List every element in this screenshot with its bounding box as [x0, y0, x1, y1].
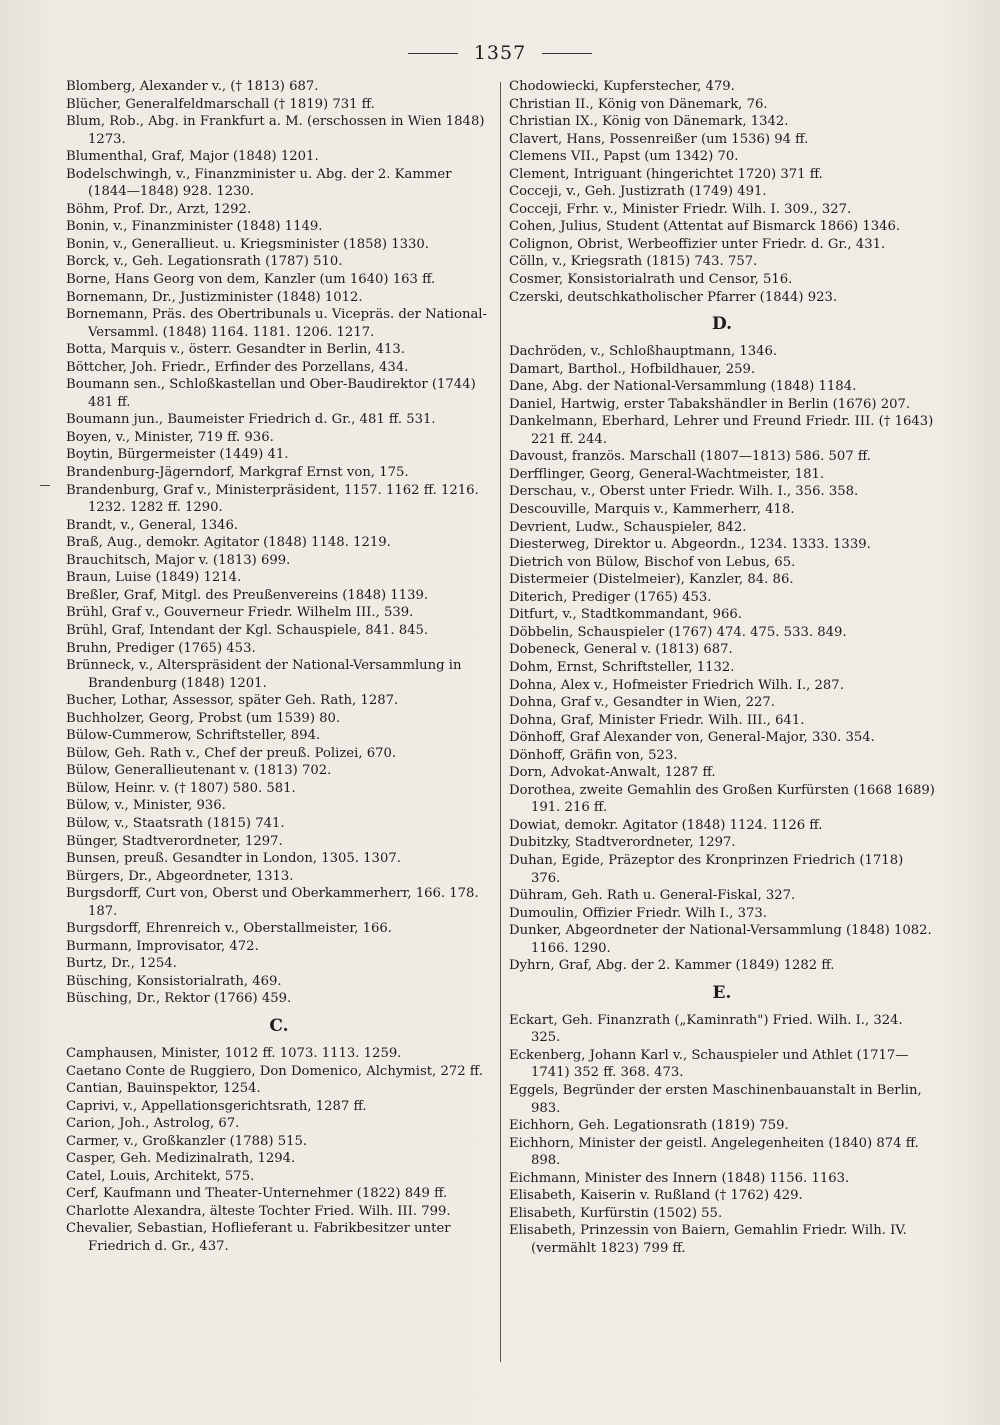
index-entry: Cosmer, Konsistorialrath und Censor, 516. — [509, 272, 793, 288]
index-entry: Cocceji, v., Geh. Justizrath (1749) 491. — [509, 184, 767, 200]
index-entry: Bürgers, Dr., Abgeordneter, 1313. — [66, 868, 294, 884]
index-entry: Bunsen, preuß. Gesandter in London, 1305. 1307. — [66, 851, 401, 867]
index-entry: Dobeneck, General v. (1813) 687. — [509, 642, 733, 658]
index-entry: Clavert, Hans, Possenreißer (um 1536) 94 ff. — [509, 131, 809, 147]
index-entry: Dohna, Graf, Minister Friedr. Wilh. III., 641. — [509, 712, 805, 728]
index-entry: Burgsdorff, Ehrenreich v., Oberstallmeister, 166. — [66, 921, 392, 937]
index-entry: Dorothea, zweite Gemahlin des Großen Kurfürsten (1668 1689) 191. 216 ff. — [509, 782, 935, 816]
index-entry: Dane, Abg. der National-Versammlung (1848) 1184. — [509, 379, 857, 395]
index-entry: Dumoulin, Offizier Friedr. Wilh I., 373. — [509, 905, 767, 921]
entries-c-right — [509, 78, 935, 306]
index-entry: Bruhn, Prediger (1765) 453. — [66, 640, 256, 656]
index-entry: Devrient, Ludw., Schauspieler, 842. — [509, 519, 747, 535]
right-column — [509, 78, 935, 1257]
index-entry: Bülow, v., Staatsrath (1815) 741. — [66, 815, 285, 831]
index-entry: Caprivi, v., Appellationsgerichtsrath, 1287 ff. — [66, 1098, 367, 1114]
index-entry: Brauchitsch, Major v. (1813) 699. — [66, 552, 291, 568]
index-entry: Brühl, Graf v., Gouverneur Friedr. Wilhelm III., 539. — [66, 605, 414, 621]
index-entry: Büsching, Konsistorialrath, 469. — [66, 973, 282, 989]
index-entry: Dohm, Ernst, Schriftsteller, 1132. — [509, 659, 735, 675]
index-entry: Elisabeth, Prinzessin von Baiern, Gemahlin Friedr. Wilh. IV. (vermählt 1823) 799 ff. — [509, 1223, 907, 1256]
index-entry: Derfflinger, Georg, General-Wachtmeister, 181. — [509, 466, 825, 482]
index-entry: Bülow-Cummerow, Schriftsteller, 894. — [66, 728, 321, 744]
index-entry: Bülow, Heinr. v. († 1807) 580. 581. — [66, 780, 296, 796]
index-entry: Brandt, v., General, 1346. — [66, 517, 239, 533]
index-entry: Burgsdorff, Curt von, Oberst und Oberkammerherr, 166. 178. 187. — [66, 886, 479, 919]
index-entry: Caetano Conte de Ruggiero, Don Domenico, Alchymist, 272 ff. — [66, 1063, 483, 1079]
index-entry: Bülow, Generallieutenant v. (1813) 702. — [66, 763, 332, 779]
index-entry: Döbbelin, Schauspieler (1767) 474. 475. 533. 849. — [509, 624, 847, 640]
index-entry: Boyen, v., Minister, 719 ff. 936. — [66, 429, 274, 445]
index-entry: Bünger, Stadtverordneter, 1297. — [66, 833, 283, 849]
index-entry: Eichhorn, Minister der geistl. Angelegenheiten (1840) 874 ff. 898. — [509, 1135, 919, 1169]
page-header — [0, 42, 1000, 64]
index-entry: Bodelschwingh, v., Finanzminister u. Abg. der 2. Kammer (1844—1848) 928. 1230. — [66, 166, 452, 200]
index-entry: Bülow, Geh. Rath v., Chef der preuß. Polizei, 670. — [66, 745, 397, 761]
index-entry: Damart, Barthol., Hofbildhauer, 259. — [509, 361, 756, 377]
index-entry: Camphausen, Minister, 1012 ff. 1073. 1113. 1259. — [66, 1045, 402, 1061]
column-divider — [500, 82, 501, 1362]
index-entry: Buchholzer, Georg, Probst (um 1539) 80. — [66, 710, 341, 726]
index-entry: Eichmann, Minister des Innern (1848) 1156. 1163. — [509, 1170, 850, 1186]
index-entry: Brühl, Graf, Intendant der Kgl. Schauspiele, 841. 845. — [66, 622, 429, 638]
index-entry: Christian II., König von Dänemark, 76. — [509, 96, 768, 112]
entries-e — [509, 1012, 935, 1258]
entries-b — [66, 78, 492, 1008]
index-entry: Dönhoff, Gräfin von, 523. — [509, 747, 678, 763]
index-entry: Dyhrn, Graf, Abg. der 2. Kammer (1849) 1282 ff. — [509, 958, 835, 974]
index-entry: Davoust, französ. Marschall (1807—1813) 586. 507 ff. — [509, 449, 871, 465]
index-entry: Duhan, Egide, Präzeptor des Kronprinzen Friedrich (1718) 376. — [509, 852, 904, 886]
index-entry: Casper, Geh. Medizinalrath, 1294. — [66, 1151, 296, 1167]
index-entry: Chodowiecki, Kupferstecher, 479. — [509, 79, 735, 94]
index-entry: Ditfurt, v., Stadtkommandant, 966. — [509, 607, 742, 623]
index-entry: Eichhorn, Geh. Legationsrath (1819) 759. — [509, 1118, 789, 1134]
index-entry: Boumann jun., Baumeister Friedrich d. Gr., 481 ff. 531. — [66, 412, 436, 428]
index-entry: Dühram, Geh. Rath u. General-Fiskal, 327. — [509, 888, 796, 904]
index-entry: Eckart, Geh. Finanzrath („Kaminrath") Fried. Wilh. I., 324. 325. — [509, 1012, 903, 1046]
index-entry: Czerski, deutschkatholischer Pfarrer (1844) 923. — [509, 289, 838, 305]
index-entry: Eckenberg, Johann Karl v., Schauspieler und Athlet (1717—1741) 352 ff. 368. 473. — [509, 1047, 909, 1081]
index-entry: Blomberg, Alexander v., († 1813) 687. — [66, 79, 319, 94]
index-entry: Boumann sen., Schloßkastellan und Ober-Baudirektor (1744) 481 ff. — [66, 377, 476, 410]
index-entry: Catel, Louis, Architekt, 575. — [66, 1168, 255, 1184]
index-entry: Blum, Rob., Abg. in Frankfurt a. M. (erschossen in Wien 1848) 1273. — [66, 114, 485, 147]
index-entry: Brandenburg-Jägerndorf, Markgraf Ernst von, 175. — [66, 465, 409, 481]
index-entry: Dorn, Advokat-Anwalt, 1287 ff. — [509, 765, 716, 781]
index-entry: Dachröden, v., Schloßhauptmann, 1346. — [509, 344, 778, 360]
index-entry: Böttcher, Joh. Friedr., Erfinder des Porzellans, 434. — [66, 359, 409, 375]
index-entry: Dubitzky, Stadtverordneter, 1297. — [509, 835, 736, 851]
index-entry: Christian IX., König von Dänemark, 1342. — [509, 114, 789, 130]
index-entry: Bornemann, Präs. des Obertribunals u. Vicepräs. der National-Versamml. (1848) 1164. 1181. 1206. 1217. — [66, 307, 487, 340]
index-entry: Dohna, Alex v., Hofmeister Friedrich Wilh. I., 287. — [509, 677, 844, 693]
index-entry: Cantian, Bauinspektor, 1254. — [66, 1081, 261, 1097]
index-entry: Cocceji, Frhr. v., Minister Friedr. Wilh. I. 309., 327. — [509, 201, 852, 217]
index-entry: Braß, Aug., demokr. Agitator (1848) 1148. 1219. — [66, 535, 391, 551]
index-entry: Diesterweg, Direktor u. Abgeordn., 1234. 1333. 1339. — [509, 537, 871, 553]
index-entry: Brandenburg, Graf v., Ministerpräsident, 1157. 1162 ff. 1216. 1232. 1282 ff. 1290. — [66, 482, 479, 516]
index-entry: Boytin, Bürgermeister (1449) 41. — [66, 447, 289, 463]
index-entry: Böhm, Prof. Dr., Arzt, 1292. — [66, 201, 252, 217]
index-entry: Dohna, Graf v., Gesandter in Wien, 227. — [509, 695, 775, 711]
index-entry: Dönhoff, Graf Alexander von, General-Major, 330. 354. — [509, 730, 875, 746]
index-entry: Blumenthal, Graf, Major (1848) 1201. — [66, 149, 319, 165]
entries-d — [509, 343, 935, 975]
index-entry: Descouville, Marquis v., Kammerherr, 418. — [509, 502, 795, 518]
index-entry: Clement, Intriguant (hingerichtet 1720) 371 ff. — [509, 166, 823, 182]
entries-c-left — [66, 1045, 492, 1256]
index-entry: Brünneck, v., Alterspräsident der National-Versammlung in Brandenburg (1848) 1201. — [66, 658, 462, 691]
section-letter-e: E. — [712, 982, 732, 1003]
index-entry: Botta, Marquis v., österr. Gesandter in Berlin, 413. — [66, 342, 405, 358]
index-entry: Carmer, v., Großkanzler (1788) 515. — [66, 1133, 308, 1149]
section-letter-d: D. — [711, 314, 733, 335]
index-entry: Bucher, Lothar, Assessor, später Geh. Rath, 1287. — [66, 693, 399, 709]
page-number: 1357 — [473, 42, 527, 64]
index-entry: Elisabeth, Kaiserin v. Rußland († 1762) 429. — [509, 1188, 803, 1204]
index-entry: Cerf, Kaufmann und Theater-Unternehmer (1822) 849 ff. — [66, 1186, 448, 1202]
index-entry: Büsching, Dr., Rektor (1766) 459. — [66, 991, 292, 1007]
header-rule-left — [408, 53, 458, 54]
index-entry: Dietrich von Bülow, Bischof von Lebus, 65. — [509, 554, 796, 570]
index-entry: Colignon, Obrist, Werbeoffizier unter Friedr. d. Gr., 431. — [509, 236, 886, 252]
index-entry: Braun, Luise (1849) 1214. — [66, 570, 242, 586]
index-entry: Bülow, v., Minister, 936. — [66, 798, 226, 814]
index-entry: Borck, v., Geh. Legationsrath (1787) 510. — [66, 254, 343, 270]
index-entry: Blücher, Generalfeldmarschall († 1819) 731 ff. — [66, 96, 375, 112]
index-entry: Cohen, Julius, Student (Attentat auf Bismarck 1866) 1346. — [509, 219, 901, 235]
index-entry: Charlotte Alexandra, älteste Tochter Fried. Wilh. III. 799. — [66, 1203, 451, 1219]
index-entry: Diterich, Prediger (1765) 453. — [509, 589, 712, 605]
header-rule-right — [542, 53, 592, 54]
index-entry: Clemens VII., Papst (um 1342) 70. — [509, 149, 739, 165]
left-column — [66, 78, 492, 1256]
index-entry: Daniel, Hartwig, erster Tabakshändler in Berlin (1676) 207. — [509, 396, 911, 412]
index-entry: Chevalier, Sebastian, Hoflieferant u. Fabrikbesitzer unter Friedrich d. Gr., 437. — [66, 1221, 451, 1254]
index-entry: Distermeier (Distelmeier), Kanzler, 84. 86. — [509, 572, 794, 588]
index-entry: Dowiat, demokr. Agitator (1848) 1124. 1126 ff. — [509, 817, 823, 833]
index-entry: Cölln, v., Kriegsrath (1815) 743. 757. — [509, 254, 758, 270]
section-letter-c: C. — [269, 1015, 289, 1036]
index-entry: Derschau, v., Oberst unter Friedr. Wilh. I., 356. 358. — [509, 484, 859, 500]
index-entry: Bonin, v., Finanzminister (1848) 1149. — [66, 219, 323, 235]
index-entry: Dunker, Abgeordneter der National-Versammlung (1848) 1082. 1166. 1290. — [509, 923, 932, 956]
index-entry: Breßler, Graf, Mitgl. des Preußenvereins (1848) 1139. — [66, 587, 429, 603]
index-entry: Burtz, Dr., 1254. — [66, 956, 177, 972]
margin-mark — [40, 485, 50, 486]
index-entry: Eggels, Begründer der ersten Maschinenbauanstalt in Berlin, 983. — [509, 1082, 922, 1116]
index-entry: Bornemann, Dr., Justizminister (1848) 1012. — [66, 289, 363, 305]
index-entry: Burmann, Improvisator, 472. — [66, 938, 259, 954]
index-entry: Elisabeth, Kurfürstin (1502) 55. — [509, 1205, 723, 1221]
index-entry: Borne, Hans Georg von dem, Kanzler (um 1640) 163 ff. — [66, 272, 436, 288]
index-entry: Carion, Joh., Astrolog, 67. — [66, 1116, 240, 1132]
index-entry: Dankelmann, Eberhard, Lehrer und Freund Friedr. III. († 1643) 221 ff. 244. — [509, 414, 934, 447]
index-entry: Bonin, v., Generallieut. u. Kriegsminister (1858) 1330. — [66, 236, 429, 252]
